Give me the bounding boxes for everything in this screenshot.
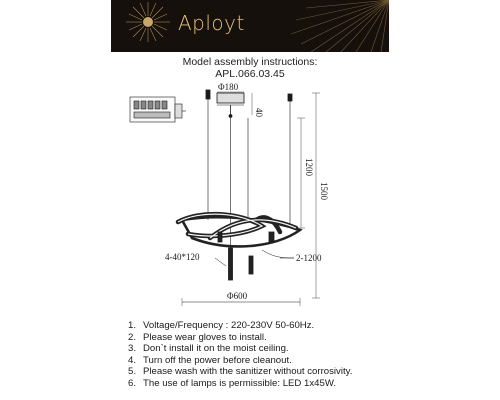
instruction-item: 1. Voltage/Frequency : 220-230V 50-60Hz.	[128, 320, 315, 331]
pendant-rod-right	[249, 256, 253, 274]
brand-logo: Aployt	[178, 11, 245, 35]
chandelier-body	[178, 214, 300, 246]
brand-banner	[111, 0, 389, 52]
hanger-left	[206, 90, 210, 99]
instructions-list	[128, 320, 352, 390]
dim-bulbs: 4-40*120	[165, 252, 200, 262]
assembly-diagram	[0, 80, 500, 318]
instruction-item: 4. Turn off the power before cleanout.	[128, 354, 292, 366]
instructions-title: Model assembly instructions:	[182, 56, 318, 68]
instruction-item: 5. Please wash with the sanitizer without corrosivity.	[128, 366, 353, 378]
instruction-item: 6. The use of lamps is permissible: LED 1x45W.	[128, 377, 337, 389]
hanger-right	[288, 94, 292, 101]
dim-canopy-height: 40	[254, 108, 264, 117]
dim-canopy-diameter: Φ180	[218, 82, 239, 92]
dim-width: Φ600	[227, 291, 248, 301]
dim-ring: 2-1200	[296, 253, 322, 263]
sunburst-graphic	[111, 0, 389, 52]
instruction-item: 2. Please wear gloves to install.	[128, 331, 267, 343]
model-number: APL.066.03.45	[215, 68, 285, 80]
hardware-kit-icon	[130, 97, 186, 122]
dim-cable-long: 1500	[319, 182, 329, 200]
pendant-rod-center	[229, 248, 233, 280]
dim-cable-short: 1200	[304, 158, 314, 176]
canopy	[217, 93, 244, 103]
instruction-item: 3. Don`t install it on the moist ceiling.	[128, 343, 289, 355]
